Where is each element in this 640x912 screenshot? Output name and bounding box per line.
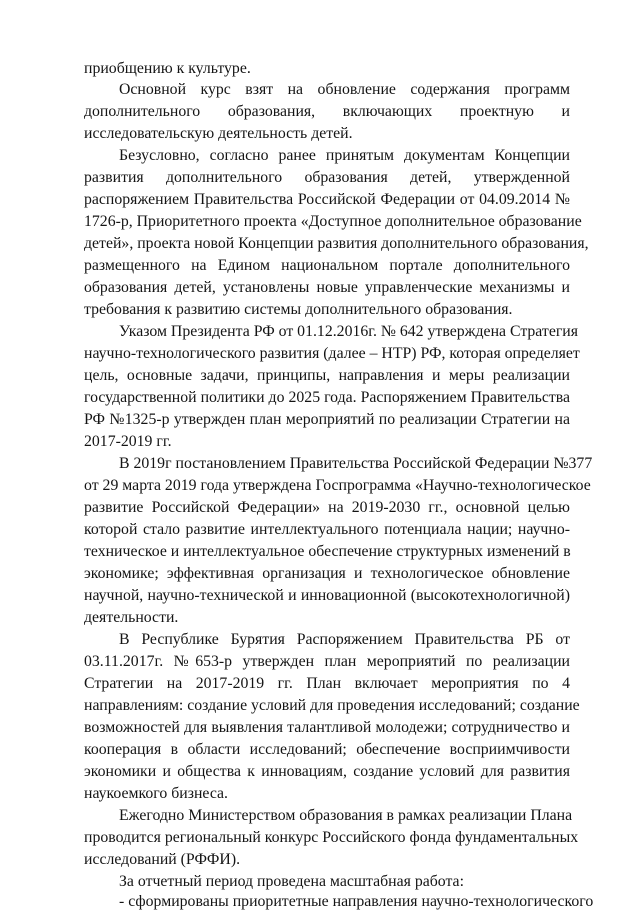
text-line: кооперация в области исследований; обеспечение восприимчивости — [84, 741, 570, 758]
text-line: техническое и интеллектуальное обеспечение структурных изменений в — [84, 543, 571, 560]
text-line: исследовательскую деятельность детей. — [84, 125, 353, 142]
text-line: деятельности. — [84, 609, 179, 626]
text-line: которой стало развитие интеллектуального потенциала нации; научно- — [84, 521, 570, 538]
text-line: экономике; эффективная организация и технологическое обновление — [84, 565, 570, 582]
text-line: детей», проекта новой Концепции развития дополнительного образования, — [84, 235, 589, 252]
text-line: За отчетный период проведена масштабная работа: — [119, 873, 464, 890]
text-line: В Республике Бурятия Распоряжением Правительства РБ от — [119, 631, 570, 648]
text-line: от 29 марта 2019 года утверждена Госпрограмма «Научно-технологическое — [84, 477, 591, 494]
text-line: научно-технологического развития (далее – НТР) РФ, которая определяет — [84, 345, 580, 362]
text-line: экономики и общества к инновациям, создание условий для развития — [84, 763, 570, 780]
text-line: РФ №1325-р утвержден план мероприятий по реализации Стратегии на — [84, 411, 570, 428]
text-line: исследований (РФФИ). — [84, 851, 241, 868]
text-line: возможностей для выявления талантливой молодежи; сотрудничество и — [84, 719, 570, 736]
text-line: приобщению к культуре. — [84, 60, 251, 77]
text-line: дополнительного образования, включающих проектную и — [84, 103, 570, 120]
text-line: Безусловно, согласно ранее принятым документам Концепции — [119, 147, 570, 164]
text-line: - сформированы приоритетные направления научно-технологического — [119, 893, 594, 910]
text-line: развитие Российской Федерации» на 2019-2030 гг., основной целью — [84, 499, 570, 516]
text-line: 03.11.2017г. №653-р утвержден план мероприятий по реализации — [84, 653, 570, 670]
text-line: развития дополнительного образования детей, утвержденной — [84, 169, 570, 186]
text-line: распоряжением Правительства Российской Федерации от 04.09.2014 № — [84, 191, 570, 208]
text-line: Стратегии на 2017-2019 гг. План включает мероприятия по 4 — [84, 675, 570, 692]
text-line: проводится региональный конкурс Российского фонда фундаментальных — [84, 829, 579, 846]
text-line: Ежегодно Министерством образования в рамках реализации Плана — [119, 807, 573, 824]
text-line: образования детей, установлены новые управленческие механизмы и — [84, 279, 570, 296]
text-line: 2017-2019 гг. — [84, 433, 172, 450]
text-line: цель, основные задачи, принципы, направления и меры реализации — [84, 367, 570, 384]
text-line: научной, научно-технической и инновационной (высокотехнологичной) — [84, 587, 570, 604]
text-line: направлениям: создание условий для проведения исследований; создание — [84, 697, 580, 714]
text-line: Указом Президента РФ от 01.12.2016г. № 642 утверждена Стратегия — [119, 323, 579, 340]
text-line: наукоемкого бизнеса. — [84, 785, 228, 802]
text-line: государственной политики до 2025 года. Распоряжением Правительства — [84, 389, 570, 406]
text-line: В 2019г постановлением Правительства Российской Федерации №377 — [119, 455, 593, 472]
text-line: 1726-р, Приоритетного проекта «Доступное дополнительное образование — [84, 213, 582, 230]
text-line: Основной курс взят на обновление содержания программ — [119, 81, 570, 98]
text-line: требования к развитию системы дополнительного образования. — [84, 301, 513, 318]
text-line: размещенного на Едином национальном портале дополнительного — [84, 257, 570, 274]
